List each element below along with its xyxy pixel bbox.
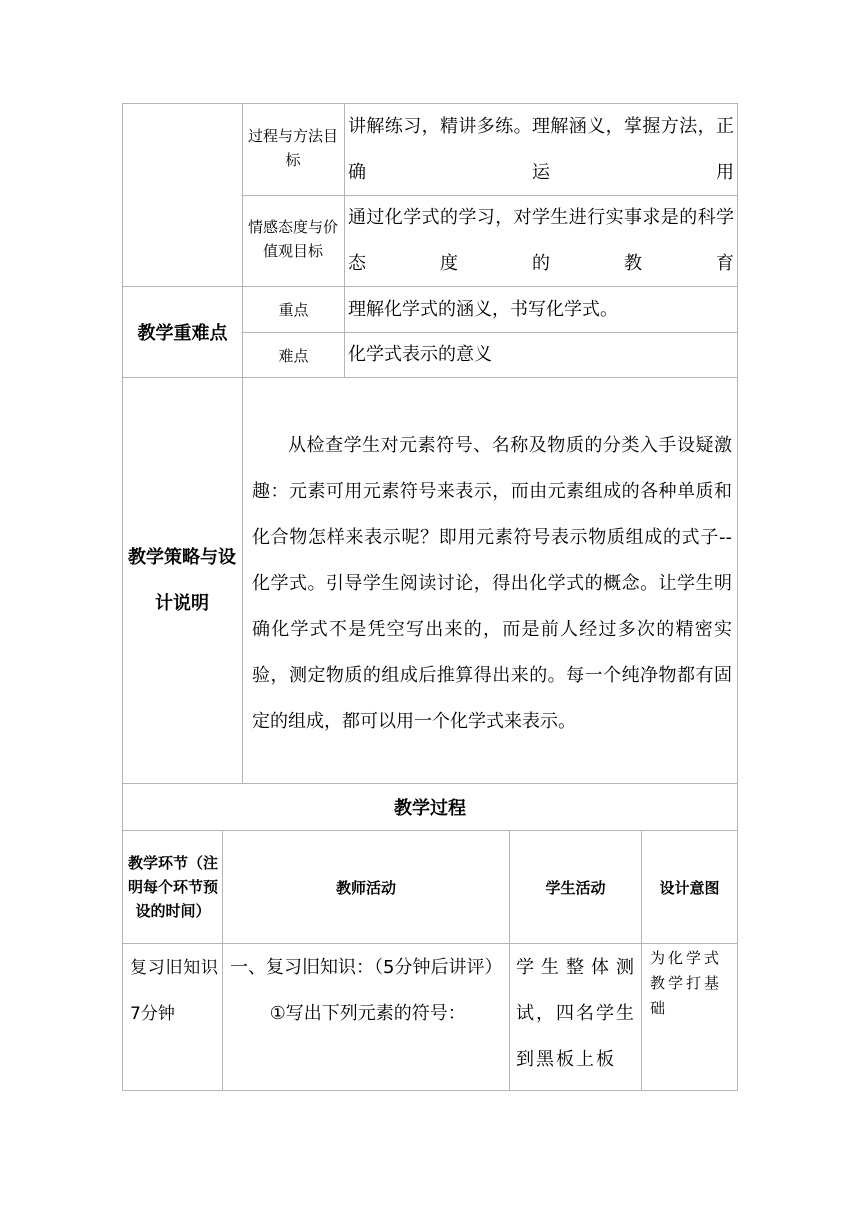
row1-student	[516, 945, 636, 1083]
process-title-text: 教学过程	[394, 798, 466, 819]
focus-label-text: 重点	[278, 301, 309, 319]
row-sep-7	[122, 943, 738, 944]
key-points-header-text: 教学重难点	[137, 323, 228, 344]
process-title	[123, 784, 737, 830]
focus-label	[243, 287, 344, 332]
strategy-header	[128, 378, 236, 783]
process-method-label-text: 过程与方法目标	[247, 127, 338, 169]
strategy-text	[252, 423, 732, 745]
emotion-values-text-content: 通过化学式的学习，对学生进行实事求是的科学态度的教育	[348, 207, 734, 274]
col-header-teacher	[223, 831, 509, 943]
difficulty-text	[348, 333, 734, 377]
strategy-text-content: 从检查学生对元素符号、名称及物质的分类入手设疑激趣：元素可用元素符号来表示，而由元素组成的各种单质和化合物怎样来表示呢？即用元素符号表示物质组成的式子--化学式。引导学生阅读讨论，得出化学式的概念。让学生明确化学式不是凭空写出来的，而是前人经过多次的精密实验，测定物质的组成后推算得出来的。每一个纯净物都有固定的组成，都可以用一个化学式来表示。	[252, 435, 732, 732]
difficulty-label-text: 难点	[278, 346, 309, 365]
process-method-label	[246, 124, 340, 172]
col-header-stage	[128, 831, 218, 943]
emotion-values-label-text: 情感态度与价值观目标	[247, 218, 338, 260]
difficulty-label	[243, 333, 344, 377]
difficulty-text-content: 化学式表示的意义	[348, 344, 492, 365]
process-method-text	[348, 104, 734, 196]
emotion-values-text	[348, 195, 734, 287]
row1-intent	[650, 946, 732, 1021]
row1-stage	[130, 945, 218, 1037]
divider-col1	[242, 103, 243, 783]
row1-intent-text: 为化学式教学打基础	[650, 949, 723, 1017]
col-header-intent-text: 设计意图	[659, 878, 720, 897]
focus-text	[348, 287, 734, 332]
divider-col2	[344, 103, 345, 378]
col-header-student-text: 学生活动	[545, 878, 606, 897]
row1-stage-text: 复习旧知识7分钟	[130, 958, 218, 1024]
key-points-header	[123, 287, 242, 377]
row1-teacher-line1: 一、复习旧知识：（5分钟后讲评）	[230, 957, 503, 978]
process-method-text-content: 讲解练习，精讲多练。理解涵义，掌握方法，正确运用	[348, 116, 734, 183]
emotion-values-label	[246, 215, 340, 263]
col-header-student	[510, 831, 641, 943]
col-header-teacher-text: 教师活动	[335, 878, 396, 897]
focus-text-content: 理解化学式的涵义，书写化学式。	[348, 299, 618, 320]
row1-teacher	[230, 945, 504, 1037]
col-header-stage-text: 教学环节（注明每个环节预设的时间）	[128, 854, 219, 920]
col-header-intent	[642, 831, 737, 943]
strategy-header-text: 教学策略与设计说明	[128, 546, 236, 614]
table-border-bottom	[122, 1090, 738, 1091]
row1-teacher-line2: ①写出下列元素的符号：	[269, 1003, 466, 1024]
row1-student-text: 学生整体测试，四名学生到黑板上板	[516, 957, 636, 1070]
